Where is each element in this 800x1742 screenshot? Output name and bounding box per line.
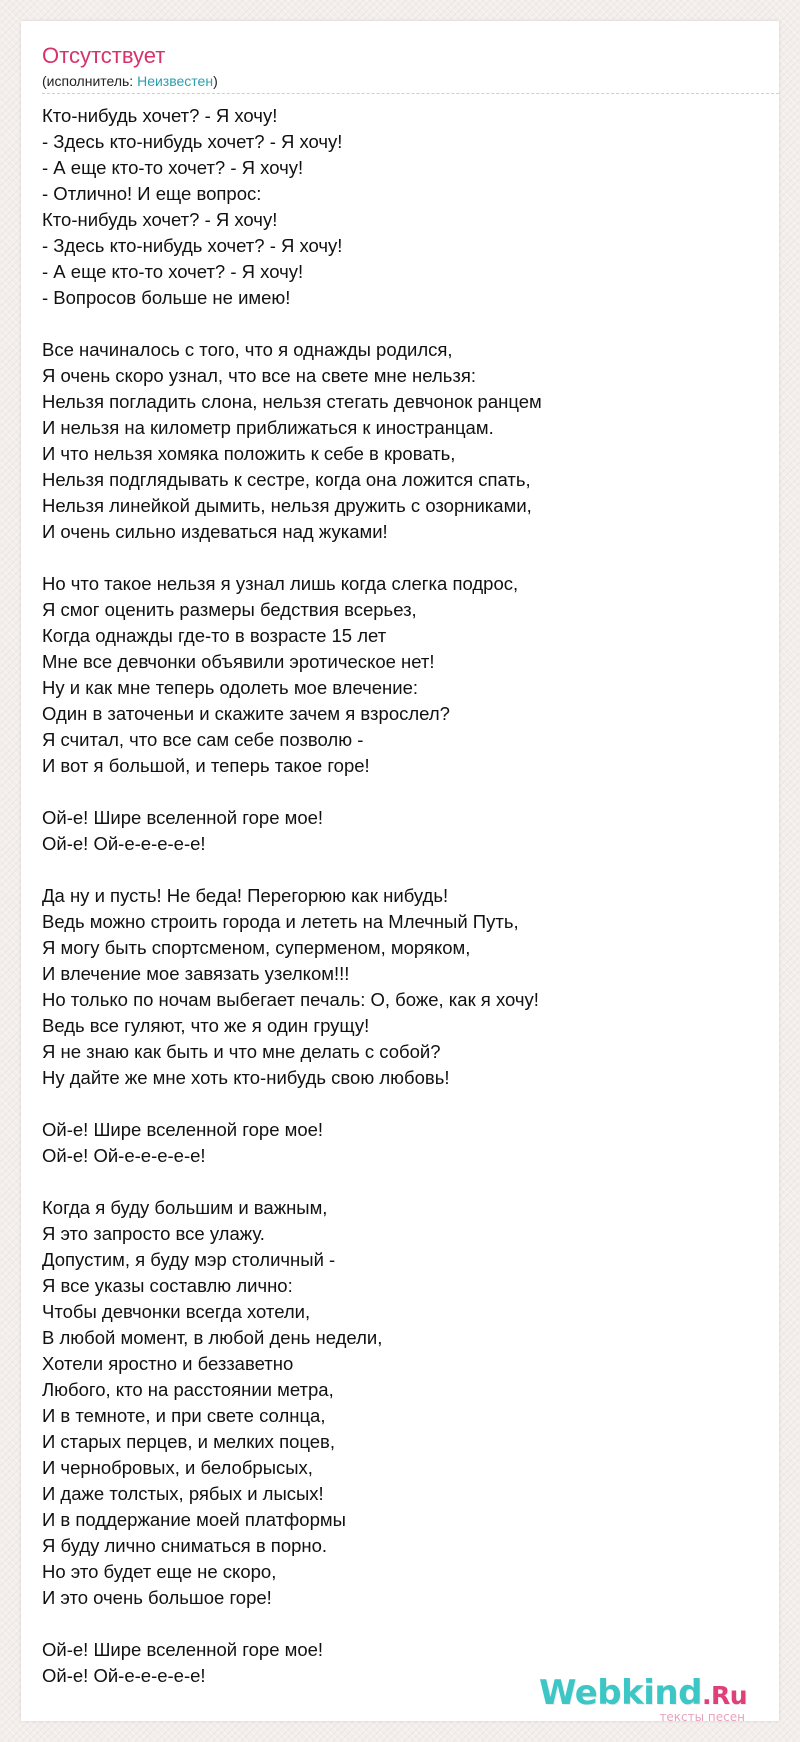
- artist-line: [42, 72, 218, 90]
- logo-tagline: тексты песен: [659, 1710, 745, 1724]
- site-logo[interactable]: [539, 1675, 747, 1723]
- artist-link[interactable]: Неизвестен: [137, 73, 214, 89]
- song-title: Отсутствует: [42, 43, 166, 68]
- lyrics-card: [21, 21, 779, 1724]
- artist-suffix: ): [213, 73, 218, 89]
- title-divider: [42, 93, 779, 94]
- artist-prefix: (исполнитель:: [42, 73, 138, 89]
- logo-tld: .Ru: [701, 1681, 747, 1710]
- logo-wordmark: [539, 1675, 747, 1714]
- lyrics-text: Кто-нибудь хочет? - Я хочу! - Здесь кто-нибудь хочет? - Я хочу! - А еще кто-то хочет? - Я хочу! - Отлично! И еще вопрос: Кто-нибудь хочет? - Я хочу! - Здесь кто-нибудь хочет? - Я хочу! - А еще кто-то хочет? - Я хочу! - Вопросов больше не имею! Все начиналось с того, что я однажды родился, Я очень скоро узнал, что все на свете мне нельзя: Нельзя погладить слона, нельзя стегать девчонок ранцем И нельзя на километр приближаться к иностранцам. И что нельзя хомяка положить к себе в кровать, Нельзя подглядывать к сестре, когда она ложится спать, Нельзя линейкой дымить, нельзя дружить с озорниками, И очень сильно издеваться над жуками! Но что такое нельзя я узнал лишь когда слегка подрос, Я смог оценить размеры бедствия всерьез, Когда однажды где-то в возрасте 15 лет Мне все девчонки объявили эротическое нет! Ну и как мне теперь одолеть мое влечение: Один в заточеньи и скажите зачем я взрослел? Я считал, что все сам себе позволю - И вот я большой, и теперь такое горе! Ой-е! Шире вселенной горе мое! Ой-е! Ой-е-е-е-е-е! Да ну и пусть! Не беда! Перегорюю как нибудь! Ведь можно строить города и лететь на Млечный Путь, Я могу быть спортсменом, суперменом, моряком, И влечение мое завязать узелком!!! Но только по ночам выбегает печаль: О, боже, как я хочу! Ведь все гуляют, что же я один грущу! Я не знаю как быть и что мне делать с собой? Ну дайте же мне хоть кто-нибудь свою любовь! Ой-е! Шире вселенной горе мое! Ой-е! Ой-е-е-е-е-е! Когда я буду большим и важным, Я это запросто все улажу. Допустим, я буду мэр столичный - Я все указы составлю лично: Чтобы девчонки всегда хотели, В любой момент, в любой день недели, Хотели яростно и беззаветно Любого, кто на расстоянии метра, И в темноте, и при свете солнца, И старых перцев, и мелких поцев, И чернобровых, и белобрысых, И даже толстых, рябых и лысых! И в поддержание моей платформы Я буду лично сниматься в порно. Но это будет еще не скоро, И это очень большое горе! Ой-е! Шире вселенной горе мое! Ой-е! Ой-е-е-е-е-е!: [42, 105, 542, 1686]
- logo-name: Webkind: [538, 1673, 702, 1713]
